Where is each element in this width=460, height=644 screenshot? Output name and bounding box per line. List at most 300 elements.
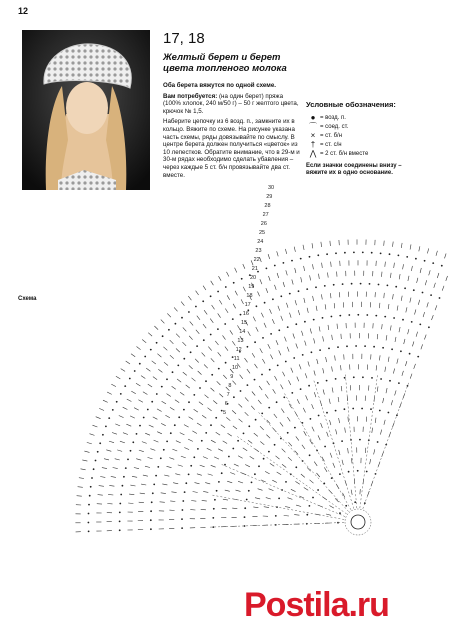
chain-stitch-mark	[341, 440, 343, 442]
chain-stitch-mark	[326, 380, 328, 382]
chain-stitch-mark	[183, 409, 185, 411]
chain-stitch-mark	[369, 283, 371, 285]
stitch-mark	[176, 441, 181, 443]
chain-stitch-mark	[324, 285, 326, 287]
stitch-mark	[189, 365, 193, 369]
stitch-mark	[268, 344, 270, 349]
row-number: 8	[228, 383, 232, 389]
chain-stitch-mark	[337, 346, 339, 348]
chain-stitch-mark	[150, 528, 152, 530]
stitch-mark	[329, 506, 334, 509]
stitch-mark	[107, 392, 112, 394]
chain-stitch-mark	[388, 412, 390, 414]
chain-stitch-mark	[228, 456, 230, 458]
chain-stitch-mark	[304, 321, 306, 323]
stitch-mark	[270, 309, 272, 314]
stitch-mark	[98, 495, 103, 496]
stitch-mark	[195, 359, 199, 363]
chain-stitch-mark	[153, 484, 155, 486]
stitch-mark	[90, 434, 95, 436]
stitch-mark	[301, 474, 305, 477]
chain-stitch-mark	[127, 459, 129, 461]
chain-stitch-mark	[269, 369, 271, 371]
stitch-mark	[227, 295, 230, 300]
stitch-mark	[262, 359, 265, 364]
chain-stitch-mark	[291, 392, 293, 394]
stitch-mark	[112, 433, 117, 435]
chain-stitch-mark	[216, 490, 218, 492]
chain-stitch-mark	[295, 323, 297, 325]
stitch-mark	[216, 432, 220, 435]
chain-stitch-mark	[391, 348, 393, 350]
chain-stitch-mark	[125, 467, 127, 469]
stitch-mark	[162, 401, 166, 404]
chain-stitch-mark	[119, 512, 121, 514]
center-ring	[351, 515, 365, 529]
stitch-mark	[207, 448, 212, 450]
chain-stitch-mark	[214, 499, 216, 501]
stitch-mark	[180, 433, 185, 435]
stitch-mark	[345, 428, 346, 433]
stitch-mark	[192, 431, 197, 434]
chain-stitch-mark	[335, 378, 337, 380]
stitch-mark	[282, 464, 286, 467]
stitch-mark	[352, 458, 353, 463]
legend-item-label: = ст. б/н	[320, 132, 343, 139]
chain-stitch-mark	[398, 255, 400, 257]
stitch-mark	[177, 379, 181, 382]
stitch-mark	[330, 241, 331, 246]
chain-stitch-mark	[190, 465, 192, 467]
stitch-mark	[269, 489, 274, 491]
stitch-mark	[157, 354, 161, 357]
stitch-mark	[277, 251, 279, 256]
chain-stitch-mark	[196, 345, 198, 347]
stitch-mark	[148, 333, 152, 336]
stitch-mark	[167, 394, 171, 397]
chain-stitch-mark	[181, 317, 183, 319]
stitch-mark	[260, 426, 264, 430]
stitch-mark	[100, 477, 105, 478]
chain-stitch-mark	[353, 252, 355, 254]
stitch-mark	[313, 264, 314, 269]
stitch-mark	[427, 248, 428, 253]
chain-stitch-mark	[218, 368, 220, 370]
stitch-mark	[287, 347, 289, 352]
chain-stitch-mark	[211, 374, 213, 376]
stitch-mark	[394, 263, 395, 268]
chain-stitch-mark	[225, 362, 227, 364]
chain-stitch-mark	[335, 252, 337, 254]
stitch-mark	[208, 347, 211, 351]
stitch-mark	[232, 508, 237, 509]
stitch-mark	[93, 425, 98, 427]
petal-line	[220, 464, 345, 517]
stitch-mark	[286, 270, 288, 275]
row-number: 9	[230, 374, 234, 380]
chain-stitch-mark	[233, 396, 235, 398]
stitch-mark	[161, 493, 166, 494]
stitch-mark	[130, 416, 135, 418]
stitch-mark	[374, 449, 375, 454]
stitch-mark	[128, 503, 133, 504]
stitch-mark	[260, 257, 262, 262]
chain-stitch-mark	[380, 378, 382, 380]
chain-stitch-mark	[205, 380, 207, 382]
chain-stitch-mark	[244, 507, 246, 509]
stitch-mark	[143, 475, 148, 476]
stitch-mark	[149, 425, 154, 427]
stitch-mark	[123, 433, 128, 435]
chain-stitch-mark	[199, 387, 201, 389]
row-number: 11	[233, 356, 240, 362]
stitch-mark	[274, 414, 277, 418]
stitch-mark	[252, 392, 255, 396]
stitch-mark	[130, 485, 135, 486]
chain-stitch-mark	[308, 385, 310, 387]
chain-stitch-mark	[174, 424, 176, 426]
chain-stitch-mark	[262, 337, 264, 339]
chain-stitch-mark	[177, 365, 179, 367]
stitch-mark	[384, 420, 385, 425]
legend-item-label: = соед. ст.	[320, 123, 349, 130]
stitch-mark	[192, 378, 196, 381]
stitch-mark	[410, 244, 411, 249]
chain-stitch-mark	[139, 363, 141, 365]
chain-stitch-mark	[210, 334, 212, 336]
chain-stitch-mark	[306, 288, 308, 290]
materials-label: Вам потребуется:	[163, 92, 218, 100]
stitch-mark	[123, 407, 128, 409]
stitch-mark	[337, 324, 338, 329]
chain-stitch-mark	[441, 265, 443, 267]
chain-stitch-mark	[123, 476, 125, 478]
stitch-mark	[303, 245, 304, 250]
stitch-mark	[385, 367, 386, 372]
chain-stitch-mark	[248, 425, 250, 427]
chain-stitch-mark	[379, 410, 381, 412]
stitch-mark	[219, 300, 222, 304]
stitch-mark	[304, 266, 305, 271]
chain-stitch-mark	[419, 324, 421, 326]
chain-stitch-mark	[195, 306, 197, 308]
stitch-mark	[310, 480, 314, 483]
chain-stitch-mark	[322, 317, 324, 319]
stitch-mark	[161, 320, 165, 324]
stitch-mark	[181, 456, 186, 458]
chain-stitch-mark	[328, 348, 330, 350]
chain-stitch-mark	[233, 282, 235, 284]
stitch-mark	[136, 459, 141, 461]
stitch-mark	[111, 384, 116, 387]
chain-stitch-mark	[344, 408, 346, 410]
stitch-mark	[243, 264, 245, 269]
chain-stitch-mark	[188, 401, 190, 403]
chain-stitch-mark	[302, 354, 304, 356]
chain-stitch-mark	[352, 408, 354, 410]
stitch-mark	[170, 355, 174, 359]
stitch-mark	[189, 336, 193, 340]
chain-stitch-mark	[306, 514, 308, 516]
stitch-mark	[397, 306, 398, 311]
stitch-mark	[383, 398, 384, 403]
chain-stitch-mark	[143, 417, 145, 419]
chain-stitch-mark	[354, 501, 356, 503]
chain-stitch-mark	[130, 450, 132, 452]
stitch-mark	[404, 339, 405, 344]
stitch-mark	[401, 243, 402, 248]
stitch-mark	[314, 338, 315, 343]
stitch-mark	[276, 456, 280, 459]
stitch-mark	[223, 335, 226, 339]
stitch-mark	[226, 417, 230, 420]
stitch-mark	[218, 449, 223, 451]
stitch-mark	[405, 361, 407, 366]
chain-stitch-mark	[333, 284, 335, 286]
stitch-mark	[193, 492, 198, 493]
stitch-mark	[348, 448, 349, 453]
stitch-mark	[332, 388, 333, 393]
stitch-mark	[288, 457, 292, 461]
stitch-mark	[245, 397, 249, 401]
stitch-mark	[281, 385, 284, 390]
chain-stitch-mark	[313, 319, 315, 321]
stitch-mark	[170, 501, 175, 502]
chain-stitch-mark	[280, 438, 282, 440]
chain-stitch-mark	[184, 491, 186, 493]
stitch-mark	[261, 313, 263, 318]
stitch-mark	[255, 364, 258, 368]
stitch-mark	[111, 476, 116, 477]
stitch-mark	[327, 432, 329, 437]
chain-stitch-mark	[331, 316, 333, 318]
stitch-mark	[330, 420, 331, 425]
stitch-mark	[238, 404, 242, 408]
stitch-mark	[286, 303, 288, 308]
stitch-mark	[139, 502, 144, 503]
chain-stitch-mark	[248, 490, 250, 492]
stitch-mark	[427, 302, 429, 307]
single-crochet-icon: ×	[310, 131, 316, 140]
chain-stitch-mark	[210, 424, 212, 426]
stitch-mark	[365, 448, 366, 453]
chain-stitch-mark	[215, 417, 217, 419]
chain-stitch-mark	[312, 497, 314, 499]
double-crochet-icon: †	[310, 140, 316, 149]
chain-stitch-mark	[285, 481, 287, 483]
stitch-mark	[306, 395, 308, 400]
chain-stitch-mark	[274, 444, 276, 446]
chain-stitch-mark	[298, 290, 300, 292]
stitch-mark	[312, 404, 314, 409]
stitch-mark	[219, 276, 222, 281]
chain-stitch-mark	[170, 432, 172, 434]
chain-stitch-mark	[168, 329, 170, 331]
watermark: Postila.ru	[244, 586, 389, 624]
chain-stitch-mark	[289, 293, 291, 295]
chain-stitch-mark	[355, 345, 357, 347]
legend-item	[306, 149, 424, 158]
instructions-block	[163, 82, 301, 182]
legend-item	[306, 122, 424, 131]
petal-line	[236, 435, 347, 514]
stitch-mark	[77, 496, 82, 497]
stitch-mark	[126, 424, 131, 426]
chain-stitch-mark	[339, 473, 341, 475]
stitch-mark	[401, 296, 402, 301]
stitch-mark	[181, 302, 184, 306]
stitch-mark	[314, 392, 316, 397]
stitch-mark	[142, 340, 146, 343]
stitch-mark	[319, 274, 320, 279]
stitch-mark	[203, 491, 208, 492]
stitch-mark	[103, 400, 108, 402]
row-number: 28	[264, 203, 271, 209]
stitch-mark	[171, 492, 176, 493]
stitch-mark	[339, 292, 340, 297]
stitch-mark	[294, 515, 299, 516]
stitch-mark	[268, 254, 270, 259]
chain-stitch-mark	[254, 341, 256, 343]
stitch-mark	[175, 474, 180, 475]
stitch-mark	[370, 459, 371, 464]
chain-stitch-mark	[185, 482, 187, 484]
chain-stitch-mark	[287, 432, 289, 434]
stitch-mark	[301, 277, 302, 282]
stitch-mark	[445, 254, 447, 259]
stitch-mark	[232, 341, 235, 345]
petal-line	[345, 373, 357, 509]
stitch-mark	[418, 300, 419, 305]
stitch-mark	[285, 507, 290, 508]
stitch-mark	[314, 462, 317, 466]
chain-stitch-mark	[318, 415, 320, 417]
stitch-mark	[264, 323, 266, 328]
stitch-mark	[395, 337, 396, 342]
chain-stitch-mark	[275, 515, 277, 517]
stitch-mark	[233, 381, 237, 385]
stitch-mark	[145, 466, 150, 467]
chain-stitch-mark	[293, 357, 295, 359]
chain-stitch-mark	[255, 419, 257, 421]
stitch-mark	[211, 388, 215, 392]
stitch-mark	[211, 358, 215, 362]
stitch-mark	[296, 505, 301, 506]
stitch-mark	[152, 361, 156, 364]
chain-stitch-mark	[221, 472, 223, 474]
chain-stitch-mark	[261, 413, 263, 415]
stitch-mark	[190, 321, 193, 325]
chain-stitch-mark	[324, 446, 326, 448]
stitch-mark	[342, 460, 343, 465]
stitch-mark	[120, 441, 125, 443]
stitch-mark	[202, 500, 207, 501]
chain-stitch-mark	[360, 283, 362, 285]
stitch-mark	[194, 409, 198, 412]
chain-stitch-mark	[178, 416, 180, 418]
chain-stitch-mark	[373, 346, 375, 348]
chain-stitch-mark	[309, 454, 311, 456]
stitch-mark	[379, 355, 380, 360]
chain-stitch-mark	[291, 260, 293, 262]
stitch-mark	[241, 299, 243, 304]
chain-stitch-mark	[268, 407, 270, 409]
stitch-mark	[436, 251, 437, 256]
stitch-mark	[415, 310, 416, 315]
stitch-mark	[261, 480, 266, 482]
stitch-mark	[113, 468, 118, 469]
stitch-mark	[259, 386, 262, 390]
chain-stitch-mark	[218, 481, 220, 483]
stitch-mark	[313, 296, 314, 301]
chain-stitch-mark	[309, 505, 311, 507]
stitch-mark	[164, 475, 169, 476]
stitch-mark	[410, 374, 412, 379]
chain-stitch-mark	[241, 278, 243, 280]
sc2tog-icon: ⋀	[309, 149, 317, 158]
stitch-mark	[228, 433, 232, 436]
stitch-mark	[376, 365, 377, 370]
chain-stitch-mark	[144, 356, 146, 358]
beret-photo	[22, 30, 150, 190]
row-number: 29	[266, 194, 273, 200]
stitch-mark	[205, 483, 210, 484]
chain-stitch-mark	[88, 504, 90, 506]
stitch-mark	[304, 298, 305, 303]
stitch-mark	[395, 390, 397, 395]
stitch-mark	[328, 273, 329, 278]
stitch-mark	[372, 428, 373, 433]
chain-stitch-mark	[244, 516, 246, 518]
chain-stitch-mark	[151, 501, 153, 503]
stitch-mark	[410, 298, 411, 303]
legend	[306, 100, 424, 177]
chain-stitch-mark	[384, 316, 386, 318]
chain-stitch-mark	[287, 326, 289, 328]
chain-stitch-mark	[361, 408, 363, 410]
chain-stitch-mark	[295, 466, 297, 468]
stitch-mark	[382, 324, 383, 329]
stitch-mark	[195, 483, 200, 484]
row-number: 27	[262, 212, 269, 218]
pattern-title: 17, 18	[163, 30, 205, 47]
stitch-mark	[253, 317, 255, 322]
chain-stitch-mark	[346, 345, 348, 347]
chain-stitch-mark	[370, 408, 372, 410]
chain-stitch-mark	[342, 283, 344, 285]
page-number: 12	[18, 6, 29, 16]
stitch-mark	[230, 330, 233, 334]
stitch-mark	[289, 380, 291, 385]
chain-stitch-mark	[89, 495, 91, 497]
chain-stitch-mark	[240, 314, 242, 316]
stitch-mark	[239, 419, 243, 422]
chain-stitch-mark	[240, 390, 242, 392]
stitch-mark	[248, 331, 251, 336]
chain-stitch-mark	[160, 457, 162, 459]
stitch-mark	[191, 501, 196, 502]
stitch-mark	[305, 373, 307, 378]
stitch-mark	[157, 432, 162, 434]
stitch-mark	[296, 436, 299, 440]
stitch-mark	[321, 423, 323, 428]
stitch-mark	[136, 383, 140, 386]
chain-stitch-mark	[283, 396, 285, 398]
stitch-mark	[137, 347, 141, 350]
stitch-mark	[227, 481, 232, 483]
chain-stitch-mark	[344, 252, 346, 254]
chain-stitch-mark	[108, 417, 110, 419]
